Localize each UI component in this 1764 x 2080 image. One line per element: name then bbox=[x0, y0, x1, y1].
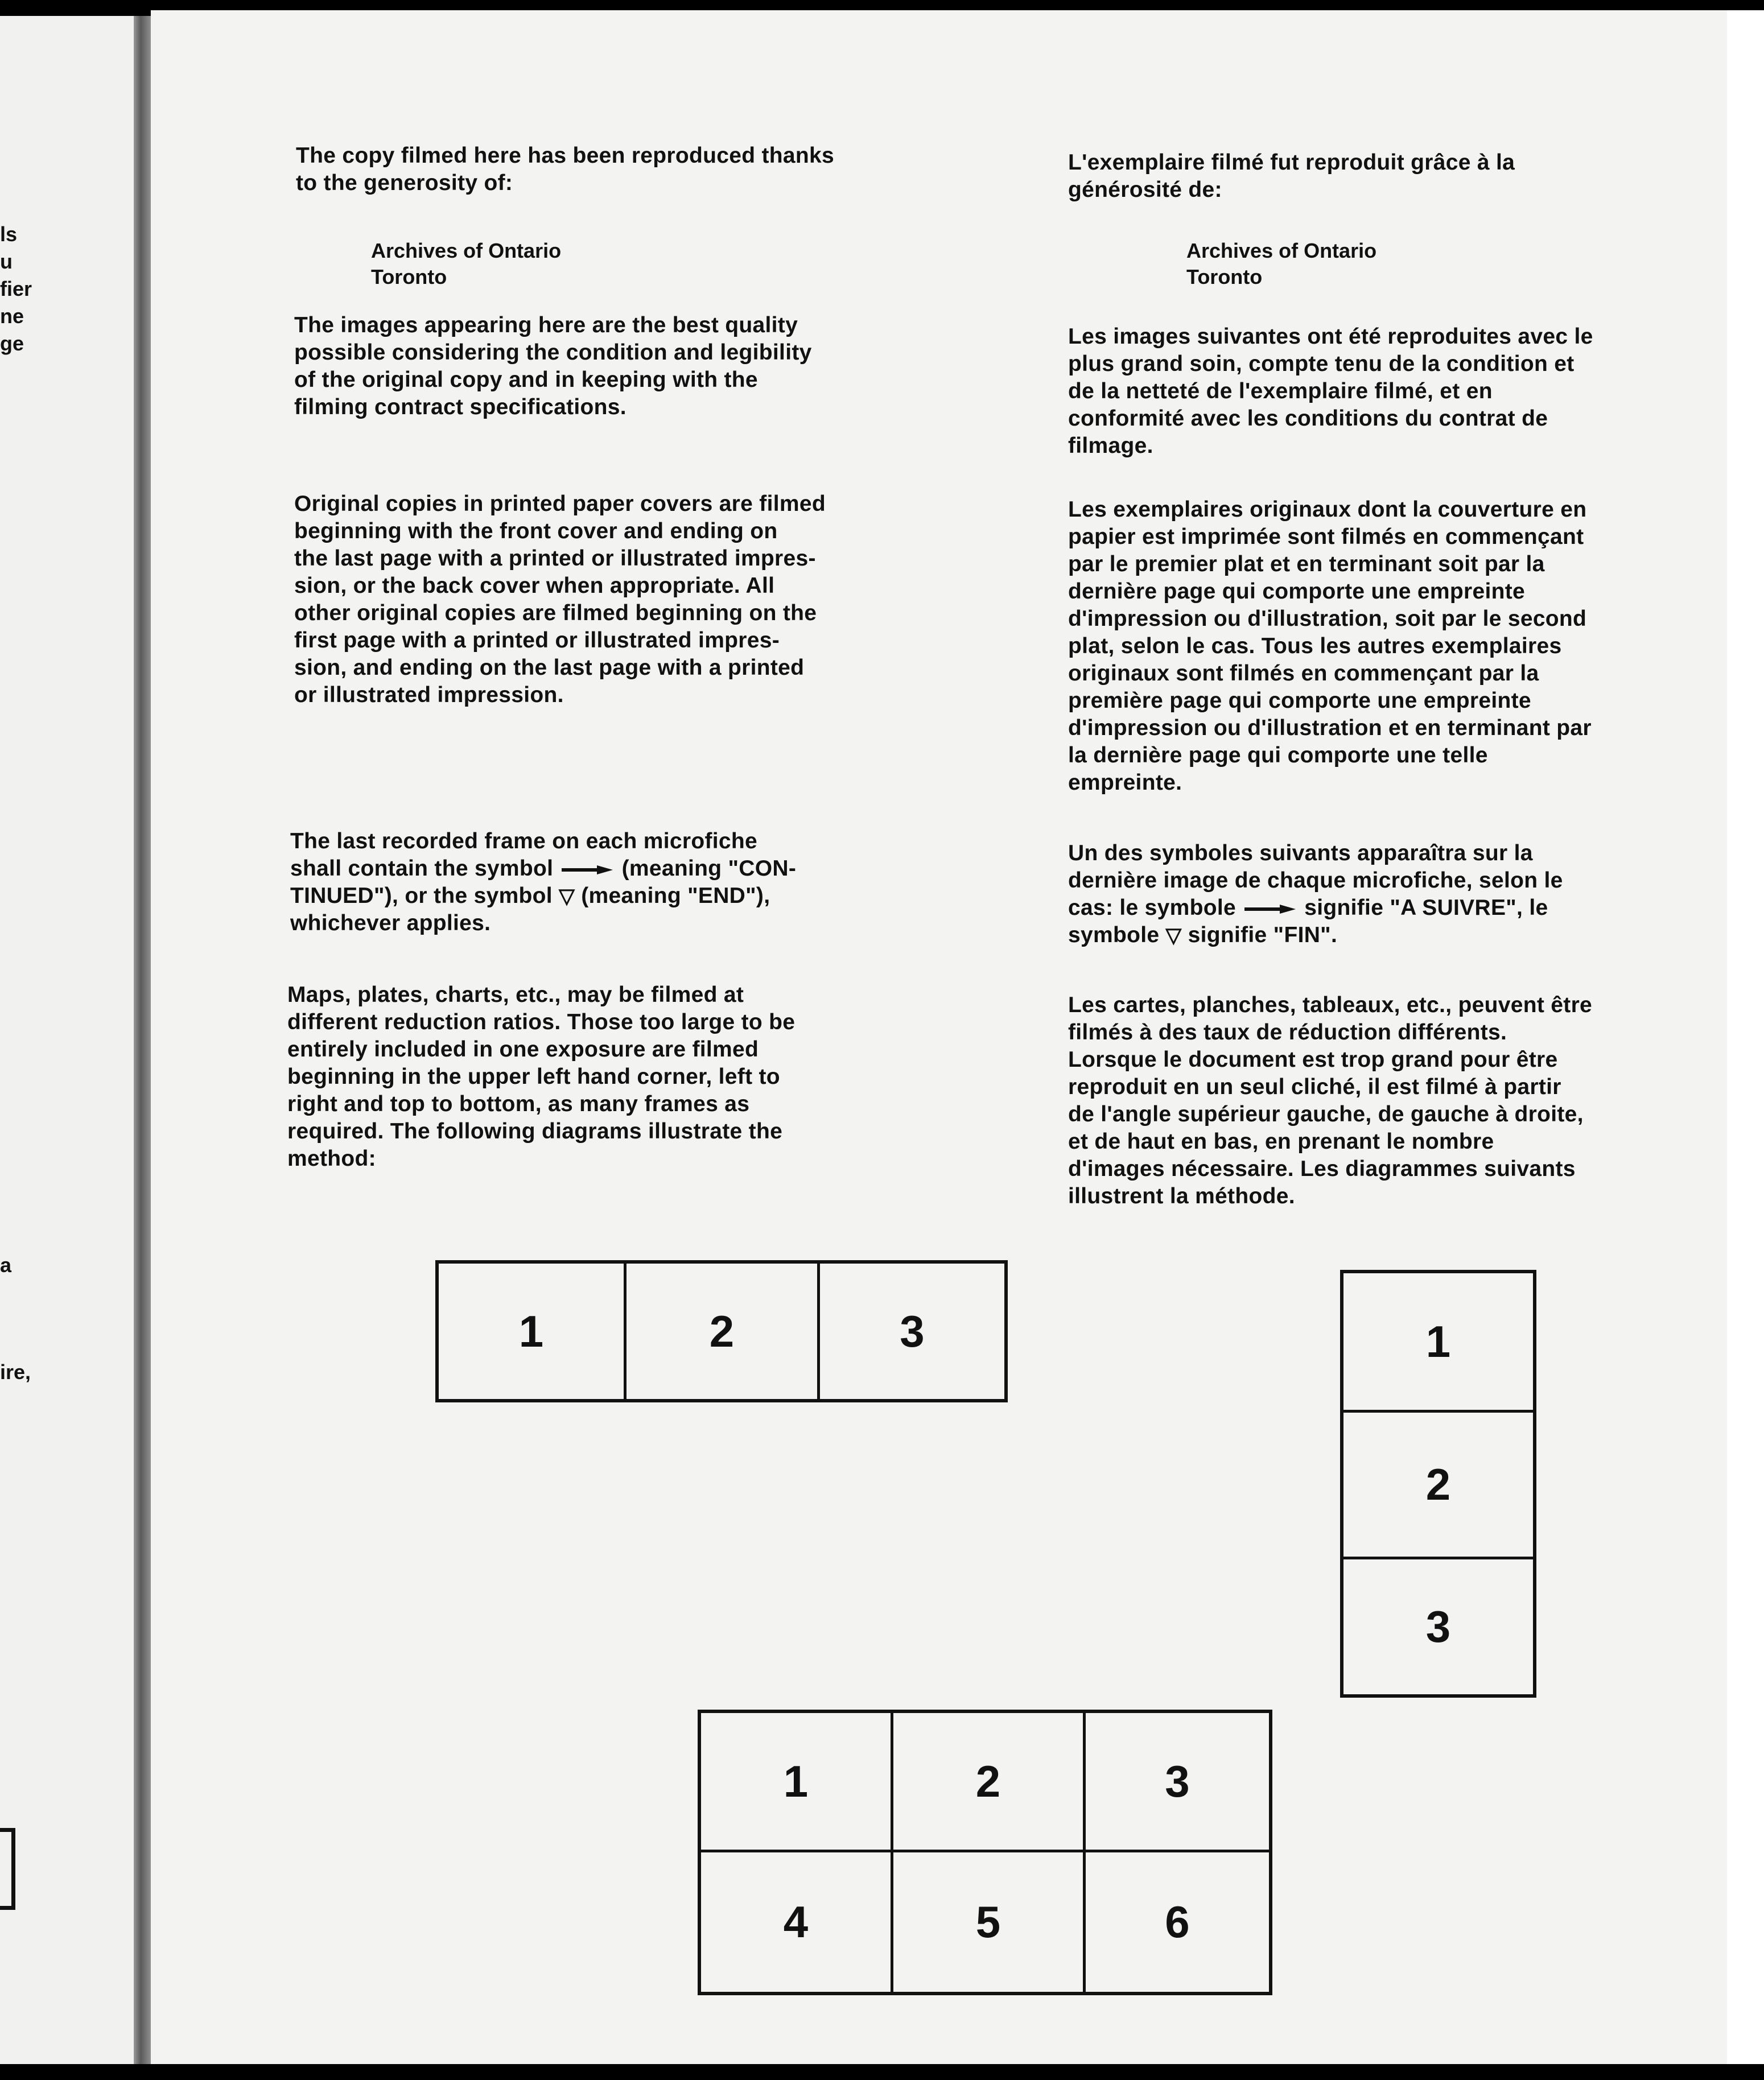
fragment-line: ge bbox=[0, 332, 24, 355]
french-archive-name: Archives of Ontario bbox=[1186, 239, 1377, 262]
diagram-cell: 4 bbox=[701, 1852, 893, 1992]
french-symbols-paragraph bbox=[1068, 840, 1694, 949]
french-quality-paragraph: Les images suivantes ont été reproduites avec le plus grand soin, compte tenu de la condition et de la netteté de l'exemplaire filmé, et en conformité avec les conditions du contrat de filmage. bbox=[1068, 324, 1593, 458]
fragment-line: ne bbox=[0, 304, 24, 328]
a-suivre-arrow-icon bbox=[1244, 903, 1296, 915]
fragment-line: u bbox=[0, 250, 13, 273]
fragment-line: fier bbox=[0, 277, 32, 300]
diagram-row-of-three bbox=[435, 1260, 1008, 1402]
english-archive-city: Toronto bbox=[371, 265, 447, 288]
end-triangle-icon: ▽ bbox=[559, 884, 575, 907]
diagram-cell: 5 bbox=[893, 1852, 1086, 1992]
fin-triangle-icon: ▽ bbox=[1165, 923, 1182, 947]
diagram-column-of-three bbox=[1340, 1270, 1536, 1698]
diagram-cell: 1 bbox=[439, 1264, 627, 1399]
french-intro: L'exemplaire filmé fut reproduit grâce à la générosité de: bbox=[1068, 150, 1515, 202]
english-intro: The copy filmed here has been reproduced thanks to the generosity of: bbox=[296, 143, 835, 195]
diagram-cell: 2 bbox=[627, 1264, 820, 1399]
page-gutter bbox=[134, 16, 151, 2064]
french-maps-paragraph: Les cartes, planches, tableaux, etc., peuvent être filmés à des taux de réduction différents. Lorsque le document est trop grand pour être reproduit en un seul cliché, il est filmé à partir de l'angle supérieur gauche, de gauche à droite, et de haut en bas, en prenant le nombre d'images nécessaire. Les diagrammes suivants illustrent la méthode. bbox=[1068, 993, 1593, 1208]
french-symbols-text-2: signifie "A SUIVRE", le symbole bbox=[1068, 895, 1548, 947]
fragment-line: ire, bbox=[0, 1360, 31, 1384]
diagram-cell: 2 bbox=[893, 1713, 1086, 1852]
french-originals-paragraph: Les exemplaires originaux dont la couverture en papier est imprimée sont filmés en commençant par le premier plat et en terminant soit par la dernière page qui comporte une empreinte d'impression ou d'illustration, soit par le second plat, selon le cas. Tous les autres exemplaires originaux sont filmés en commençant par la première page qui comporte une empreinte d'impression ou d'illustration et en terminant par la dernière page qui comporte une telle empreinte. bbox=[1068, 497, 1592, 795]
diagram-cell: 1 bbox=[1343, 1273, 1533, 1413]
diagram-cell: 3 bbox=[1425, 1602, 1451, 1652]
fragment-line: a bbox=[0, 1253, 12, 1277]
diagram-cell: 2 bbox=[1343, 1413, 1533, 1559]
english-maps-paragraph: Maps, plates, charts, etc., may be filmed at different reduction ratios. Those too large to be entirely included in one exposure are filmed beginning in the upper left hand corner, left to right and top to bottom, as many frames as required. The following diagrams illustrate the method: bbox=[287, 983, 796, 1171]
adjacent-page-fragment bbox=[0, 16, 134, 2064]
fragment-line: ls bbox=[0, 222, 18, 246]
continued-arrow-icon bbox=[562, 864, 613, 876]
fragment-box bbox=[0, 1828, 15, 1910]
diagram-cell: 1 bbox=[701, 1713, 893, 1852]
page-right-edge bbox=[1727, 10, 1764, 2064]
diagram-cell: 3 bbox=[1086, 1713, 1269, 1852]
diagram-cell: 6 bbox=[1165, 1897, 1190, 1947]
english-symbols-text-3: (meaning "END"), whichever applies. bbox=[290, 884, 770, 935]
english-archive-name: Archives of Ontario bbox=[371, 239, 562, 262]
french-symbols-text-3: signifie "FIN". bbox=[1188, 923, 1338, 947]
diagram-grid-of-six bbox=[698, 1710, 1272, 1995]
english-symbols-paragraph bbox=[290, 828, 893, 937]
english-quality-paragraph: The images appearing here are the best quality possible considering the condition and legibility of the original copy and in keeping with the filming contract specifications. bbox=[294, 313, 812, 419]
french-symbols-text-1: Un des symboles suivants apparaîtra sur la dernière image de chaque microfiche, selon le cas: le symbole bbox=[1068, 841, 1563, 920]
french-archive-city: Toronto bbox=[1186, 265, 1263, 288]
english-symbols-text-2: (meaning "CON- TINUED"), or the symbol bbox=[290, 856, 797, 908]
diagram-cell: 3 bbox=[900, 1306, 925, 1356]
english-symbols-text-1: The last recorded frame on each microfiche shall contain the symbol bbox=[290, 829, 758, 881]
english-originals-paragraph: Original copies in printed paper covers are filmed beginning with the front cover and ending on the last page with a printed or illustrated impres- sion, or the back cover when appropriate. All other original copies are filmed beginning on the first page with a printed or illustrated impres- sion, and ending on the last page with a printed or illustrated impression. bbox=[294, 492, 826, 707]
